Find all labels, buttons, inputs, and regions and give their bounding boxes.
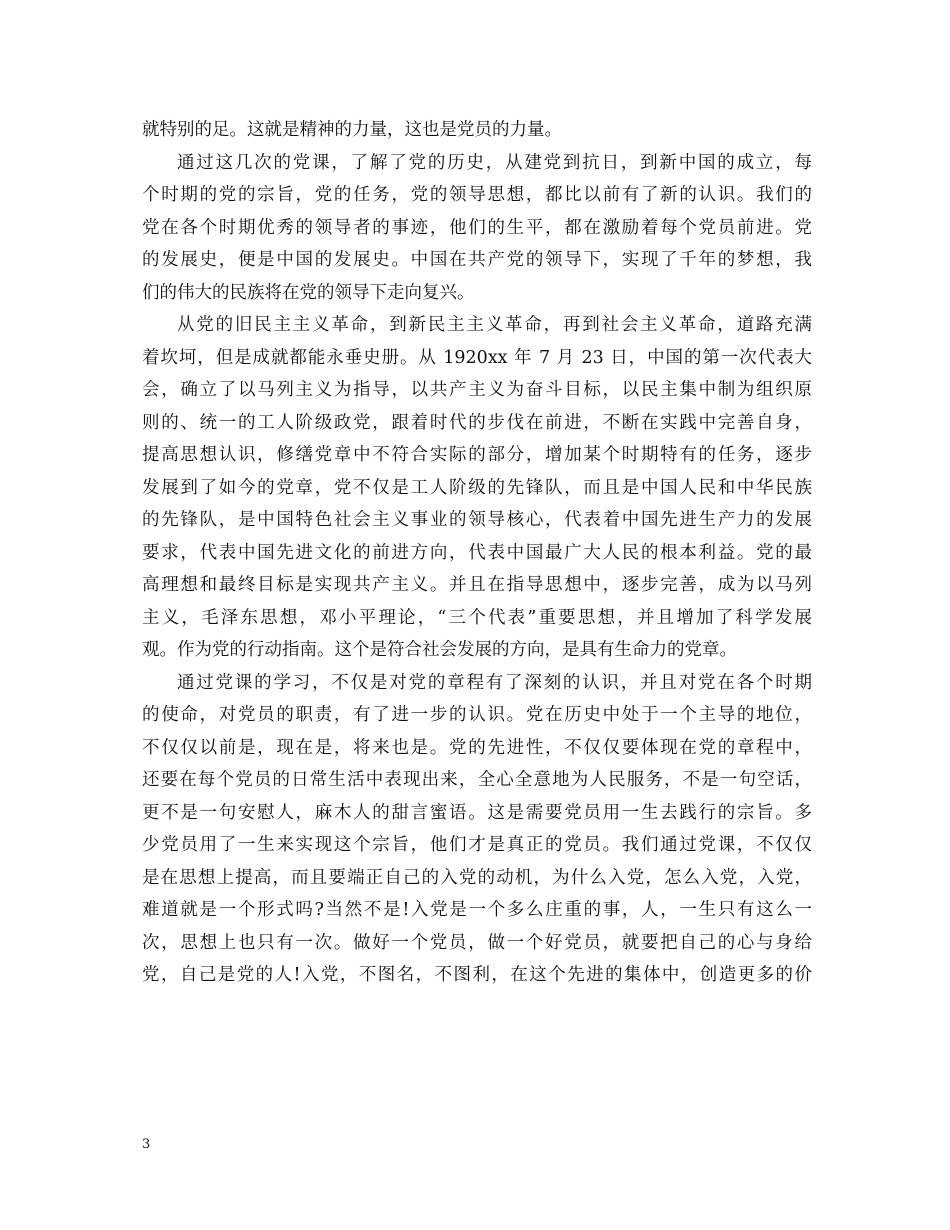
text-line: 次，思想上也只有一次。做好一个党员，做一个好党员，就要把自己的心与身给 — [142, 932, 812, 953]
text-line: 更不是一句安慰人，麻木人的甜言蜜语。这是需要党员用一生去践行的宗旨。多 — [142, 802, 812, 823]
paragraph — [142, 667, 812, 992]
text-line: 的发展史，便是中国的发展史。中国在共产党的领导下，实现了千年的梦想，我 — [142, 250, 812, 270]
text-line: 观。作为党的行动指南。这个是符合社会发展的方向，是具有生命力的党章。 — [142, 640, 737, 660]
text-line: 则的、统一的工人阶级政党，跟着时代的步伐在前进，不断在实践中完善自身， — [142, 412, 812, 433]
text-line: 还要在每个党员的日常生活中表现出来，全心全意地为人民服务，不是一句空话， — [142, 770, 812, 790]
text-line: 的先锋队，是中国特色社会主义事业的领导核心，代表着中国先进生产力的发展 — [142, 510, 812, 530]
text-line: 高理想和最终目标是实现共产主义。并且在指导思想中，逐步完善，成为以马列 — [142, 575, 812, 595]
text-line: 通过党课的学习，不仅是对党的章程有了深刻的认识，并且对党在各个时期 — [177, 672, 812, 693]
paragraph — [142, 114, 812, 147]
text-line: 党，自己是党的人!入党，不图名，不图利，在这个先进的集体中，创造更多的价 — [142, 965, 812, 985]
paragraph — [142, 309, 812, 667]
text-line: 从党的旧民主主义革命，到新民主主义革命，再到社会主义革命，道路充满 — [177, 315, 812, 335]
text-line: 提高思想认识，修缮党章中不符合实际的部分，增加某个时期特有的任务，逐步 — [142, 445, 812, 465]
text-line: 们的伟大的民族将在党的领导下走向复兴。 — [142, 282, 475, 303]
text-line: 的使命，对党员的职责，有了进一步的认识。党在历史中处于一个主导的地位， — [142, 705, 812, 725]
text-line: 着坎坷，但是成就都能永垂史册。从 1920xx 年 7 月 23 日，中国的第一次代表大 — [142, 347, 812, 368]
body-text — [142, 114, 812, 992]
text-line: 少党员用了一生来实现这个宗旨，他们才是真正的党员。我们通过党课，不仅仅 — [142, 835, 812, 855]
text-line: 要求，代表中国先进文化的前进方向，代表中国最广大人民的根本利益。党的最 — [142, 542, 812, 563]
text-line: 不仅仅以前是，现在是，将来也是。党的先进性，不仅仅要体现在党的章程中， — [142, 737, 812, 758]
text-line: 党在各个时期优秀的领导者的事迹，他们的生平，都在激励着每个党员前进。党 — [142, 217, 812, 238]
text-line: 就特别的足。这就是精神的力量，这也是党员的力量。 — [142, 120, 562, 140]
text-line: 个时期的党的宗旨，党的任务，党的领导思想，都比以前有了新的认识。我们的 — [142, 185, 812, 205]
text-line: 发展到了如今的党章，党不仅是工人阶级的先锋队，而且是中国人民和中华民族 — [142, 477, 812, 498]
text-line: 难道就是一个形式吗?当然不是!入党是一个多么庄重的事，人，一生只有这么一 — [142, 900, 812, 920]
text-line: 会，确立了以马列主义为指导，以共产主义为奋斗目标，以民主集中制为组织原 — [142, 380, 812, 400]
text-line: 主义，毛泽东思想，邓小平理论，“三个代表”重要思想，并且增加了科学发展 — [142, 607, 812, 628]
page-number: 3 — [142, 1137, 151, 1152]
paragraph — [142, 147, 812, 310]
text-line: 是在思想上提高，而且要端正自己的入党的动机，为什么入党，怎么入党，入党， — [142, 867, 812, 888]
text-line: 通过这几次的党课，了解了党的历史，从建党到抗日，到新中国的成立，每 — [177, 152, 812, 173]
